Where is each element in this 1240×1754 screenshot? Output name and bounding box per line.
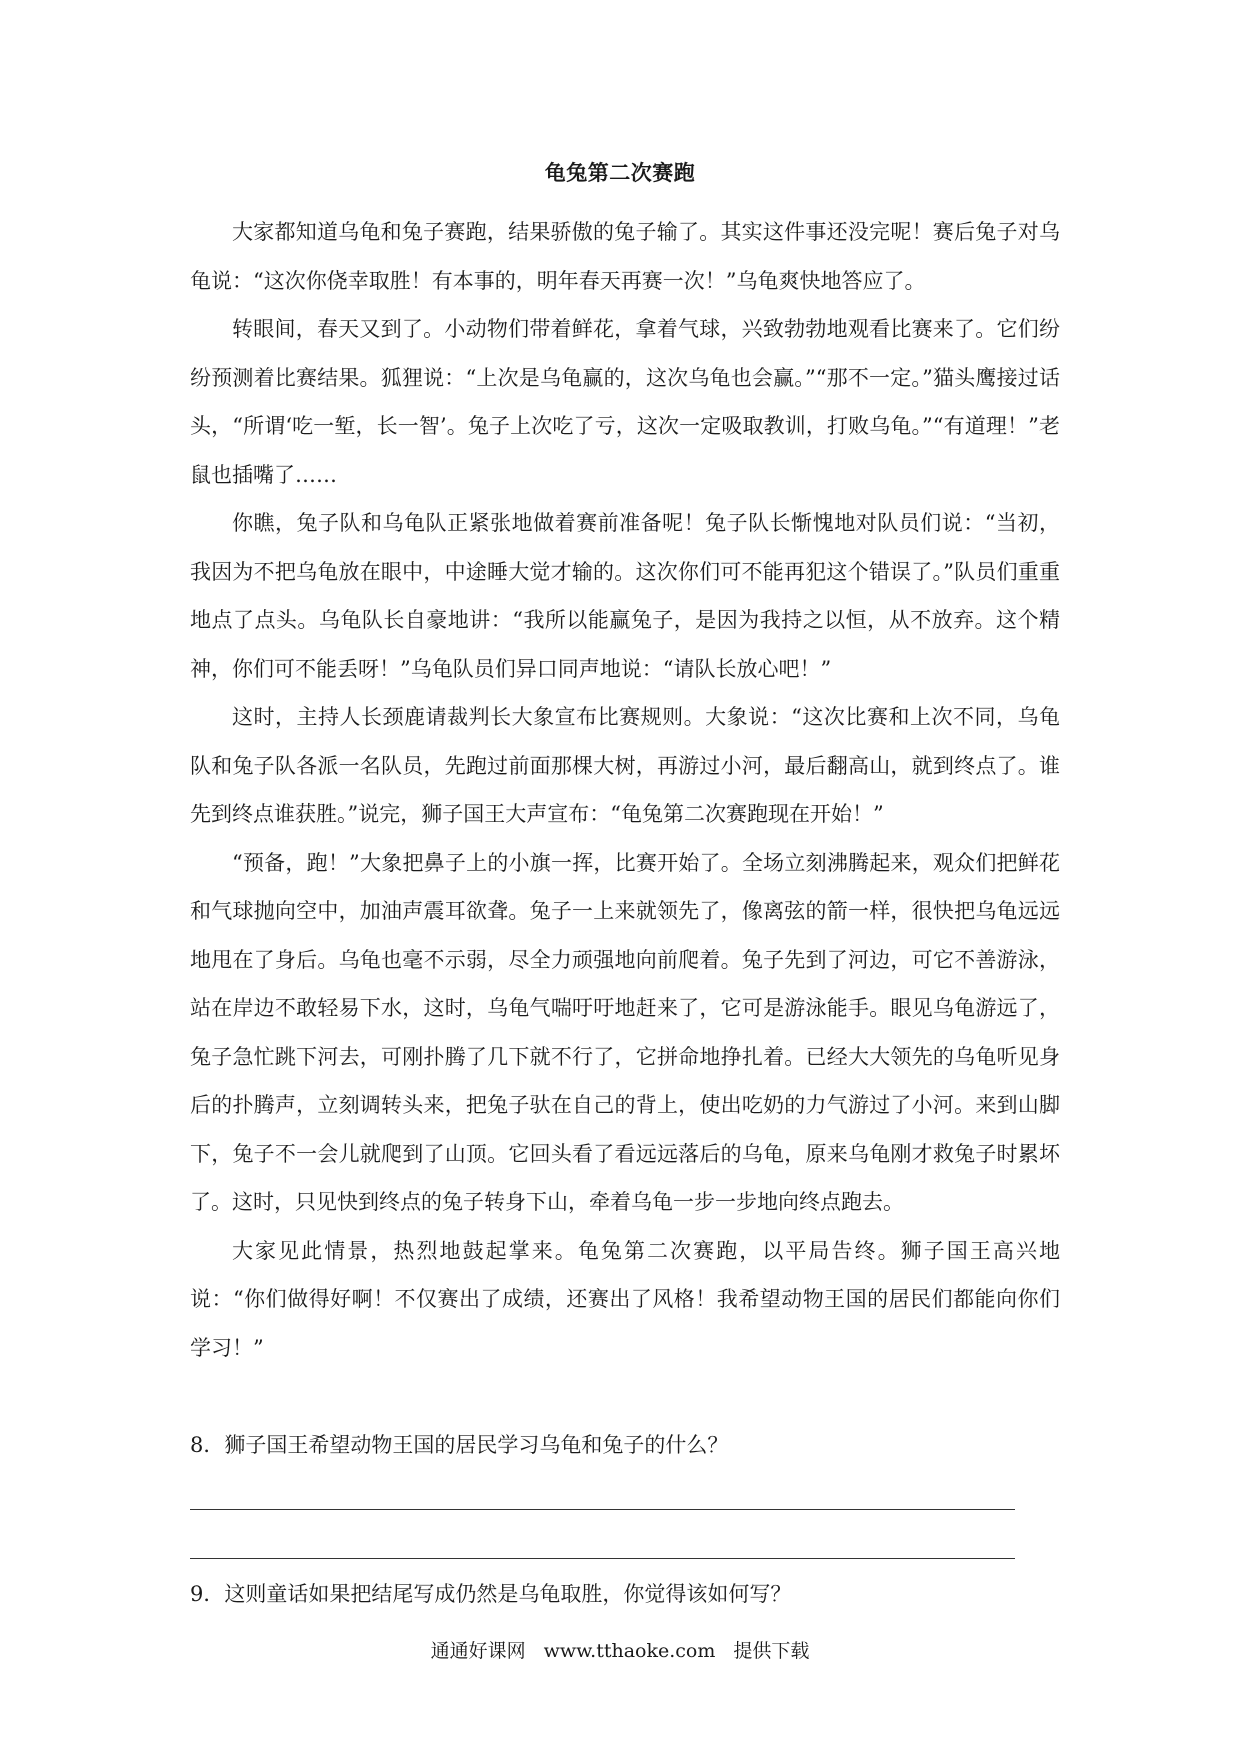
footer-site-name: 通通好课网 [430, 1640, 526, 1662]
answer-line-1[interactable] [190, 1509, 1015, 1510]
answer-line-2[interactable] [190, 1558, 1015, 1559]
footer-url: www.tthaoke.com [543, 1640, 716, 1662]
story-paragraph-3: 你瞧，兔子队和乌龟队正紧张地做着赛前准备呢！兔子队长惭愧地对队员们说：“当初，我因为不把乌龟放在眼中，中途睡大觉才输的。这次你们可不能再犯这个错误了。”队员们重重地点了点头。乌龟队长自豪地讲：“我所以能赢兔子，是因为我持之以恒，从不放弃。这个精神，你们可不能丢呀！”乌龟队员们异口同声地说：“请队长放心吧！” [190, 511, 1060, 681]
story-paragraph-5: “预备，跑！”大象把鼻子上的小旗一挥，比赛开始了。全场立刻沸腾起来，观众们把鲜花和气球抛向空中，加油声震耳欲聋。兔子一上来就领先了，像离弦的箭一样，很快把乌龟远远地甩在了身后。乌龟也毫不示弱，尽全力顽强地向前爬着。兔子先到了河边，可它不善游泳，站在岸边不敢轻易下水，这时，乌龟气喘吁吁地赶来了，它可是游泳能手。眼见乌龟游远了，兔子急忙跳下河去，可刚扑腾了几下就不行了，它拼命地挣扎着。已经大大领先的乌龟听见身后的扑腾声，立刻调转头来，把兔子驮在自己的背上，使出吃奶的力气游过了小河。来到山脚下，兔子不一会儿就爬到了山顶。它回头看了看远远落后的乌龟，原来乌龟刚才救兔子时累坏了。这时，只见快到终点的兔子转身下山，牵着乌龟一步一步地向终点跑去。 [190, 850, 1060, 1214]
story-paragraph-6: 大家见此情景，热烈地鼓起掌来。龟兔第二次赛跑，以平局告终。狮子国王高兴地说：“你们做得好啊！不仅赛出了成绩，还赛出了风格！我希望动物王国的居民们都能向你们学习！” [190, 1238, 1060, 1360]
page-footer [0, 1638, 1240, 1664]
story-body [190, 208, 1060, 1372]
story-paragraph-4: 这时，主持人长颈鹿请裁判长大象宣布比赛规则。大象说：“这次比赛和上次不同，乌龟队和兔子队各派一名队员，先跑过前面那棵大树，再游过小河，最后翻高山，就到终点了。谁先到终点谁获胜。”说完，狮子国王大声宣布：“龟兔第二次赛跑现在开始！” [190, 705, 1060, 826]
question-9: 9．这则童话如果把结尾写成仍然是乌龟取胜，你觉得该如何写？ [190, 1582, 792, 1606]
story-title: 龟兔第二次赛跑 [544, 161, 696, 185]
footer-suffix: 提供下载 [733, 1640, 810, 1662]
story-paragraph-2: 转眼间，春天又到了。小动物们带着鲜花，拿着气球，兴致勃勃地观看比赛来了。它们纷纷预测着比赛结果。狐狸说：“上次是乌龟赢的，这次乌龟也会赢。”“那不一定。”猫头鹰接过话头，“所谓‘吃一堑，长一智’。兔子上次吃了亏，这次一定吸取教训，打败乌龟。”“有道理！”老鼠也插嘴了…… [190, 317, 1060, 487]
question-8: 8．狮子国王希望动物王国的居民学习乌龟和兔子的什么？ [190, 1433, 729, 1457]
story-paragraph-1: 大家都知道乌龟和兔子赛跑，结果骄傲的兔子输了。其实这件事还没完呢！赛后兔子对乌龟说：“这次你侥幸取胜！有本事的，明年春天再赛一次！”乌龟爽快地答应了。 [190, 220, 1060, 293]
